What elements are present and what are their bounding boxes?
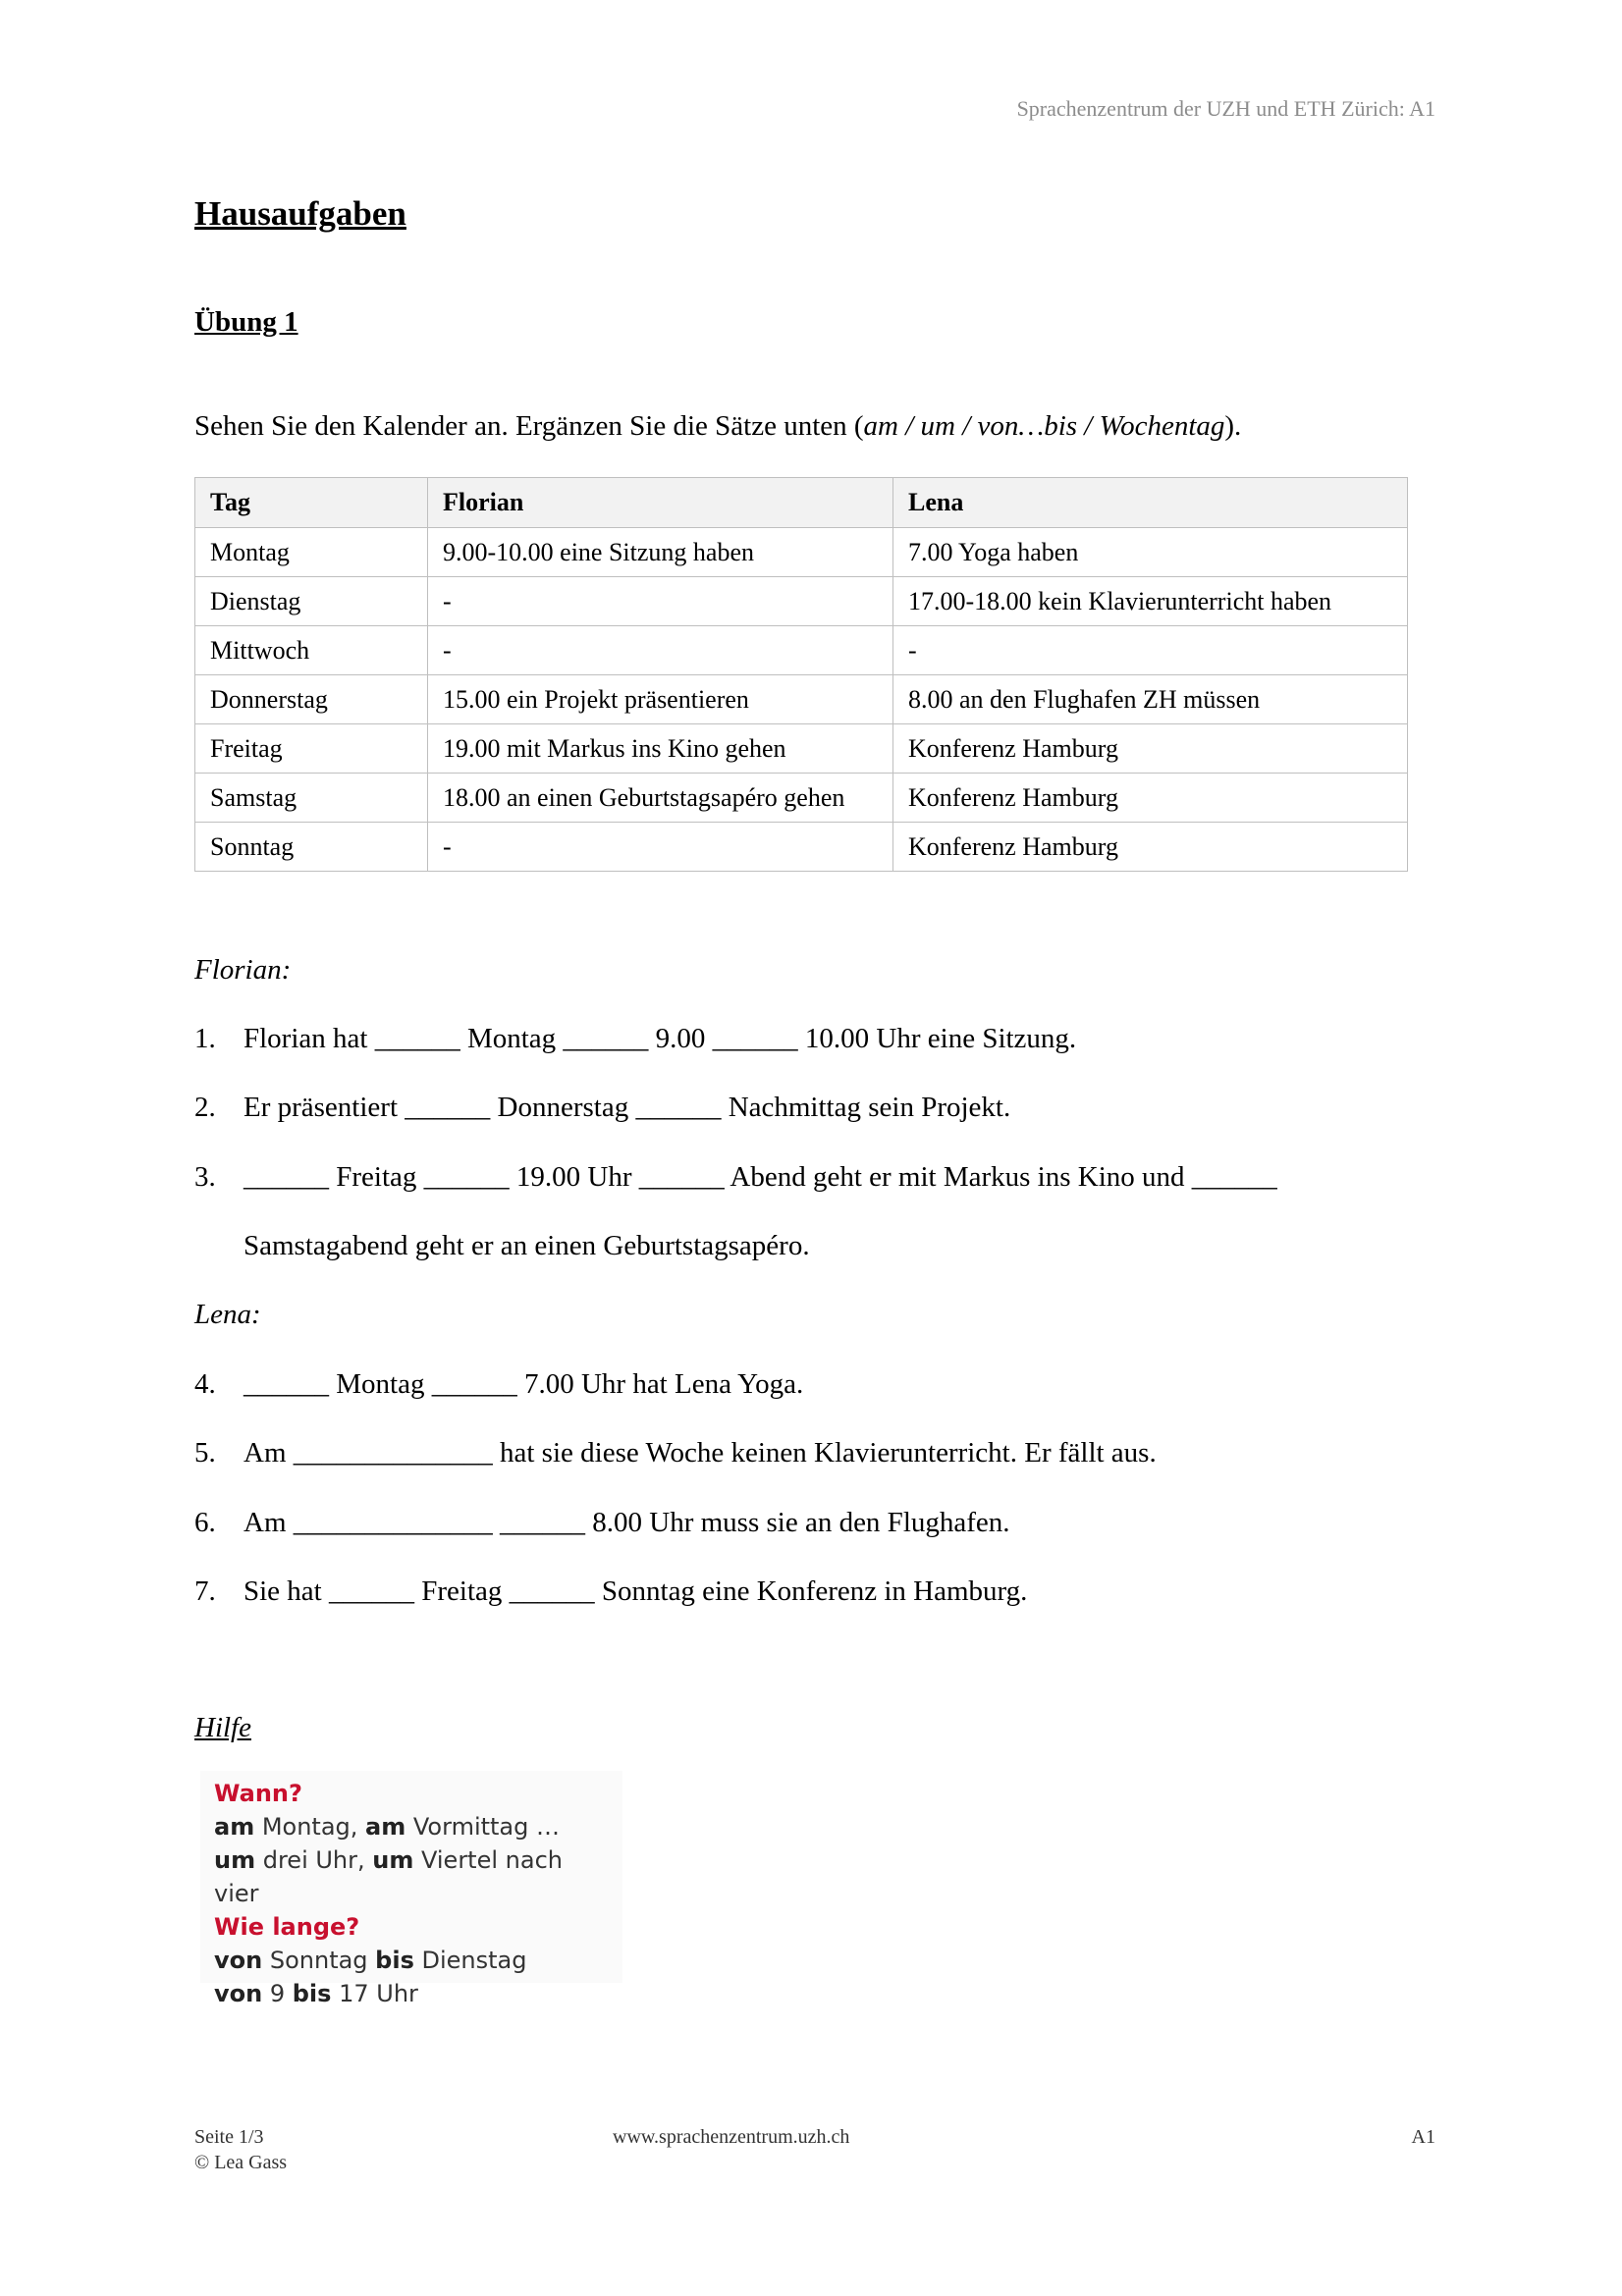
help-keyword: am: [214, 1813, 255, 1841]
help-text: Vormittag …: [406, 1813, 560, 1841]
page-title: Hausaufgaben: [194, 194, 406, 233]
help-question-how-long: Wie lange?: [214, 1913, 360, 1941]
help-keyword: um: [214, 1846, 256, 1874]
exercise-title: Übung 1: [194, 306, 298, 338]
exercise-text: Samstagabend geht er an einen Geburtstagsapéro.: [243, 1230, 810, 1261]
help-label: Hilfe: [194, 1712, 251, 1743]
exercise-text: Florian hat ______ Montag ______ 9.00 ______ 10.00 Uhr eine Sitzung.: [243, 1023, 1077, 1054]
table-cell: -: [428, 577, 893, 626]
help-text: Dienstag: [413, 1947, 527, 1974]
exercise-text: Sie hat ______ Freitag ______ Sonntag eine Konferenz in Hamburg.: [243, 1575, 1028, 1607]
page-header: Sprachenzentrum der UZH und ETH Zürich: A1: [1016, 96, 1435, 121]
footer-copyright: © Lea Gass: [194, 2152, 288, 2173]
help-keyword: am: [365, 1813, 406, 1841]
table-cell: Donnerstag: [195, 675, 428, 724]
table-cell: 18.00 an einen Geburtstagsapéro gehen: [428, 774, 893, 823]
help-keyword: um: [372, 1846, 414, 1874]
instruction-prefix: Sehen Sie den Kalender an. Ergänzen Sie die Sätze unten (: [194, 410, 864, 442]
footer-level: A1: [1411, 2126, 1435, 2148]
table-cell: 8.00 an den Flughafen ZH müssen: [893, 675, 1408, 724]
table-cell: 7.00 Yoga haben: [893, 528, 1408, 577]
exercise-text: Er präsentiert ______ Donnerstag ______ Nachmittag sein Projekt.: [243, 1092, 1011, 1123]
table-row: [195, 823, 1408, 872]
exercise-item: [194, 1023, 1076, 1055]
footer-url[interactable]: www.sprachenzentrum.uzh.ch: [613, 2126, 850, 2148]
instruction-italic: am / um / von…bis / Wochentag: [863, 410, 1225, 442]
exercise-number: 7.: [194, 1575, 216, 1607]
table-row: [195, 724, 1408, 774]
help-text: Viertel nach vier: [214, 1846, 563, 1907]
help-line: [214, 1944, 609, 1977]
help-line: [214, 1977, 609, 2010]
table-row: [195, 774, 1408, 823]
exercise-number: 3.: [194, 1161, 216, 1193]
exercise-item: [194, 1161, 1277, 1194]
exercise-text: Am ______________ hat sie diese Woche keinen Klavierunterricht. Er fällt aus.: [243, 1437, 1157, 1468]
table-cell: 17.00-18.00 kein Klavierunterricht haben: [893, 577, 1408, 626]
instruction-suffix: ).: [1224, 410, 1242, 442]
table-cell: Konferenz Hamburg: [893, 774, 1408, 823]
table-cell: Sonntag: [195, 823, 428, 872]
table-cell: Mittwoch: [195, 626, 428, 675]
help-text: Sonntag: [262, 1947, 376, 1974]
table-row: [195, 528, 1408, 577]
help-line: [214, 1810, 609, 1843]
exercise-item: [194, 1092, 1010, 1124]
exercise-item: [194, 1575, 1027, 1608]
help-keyword: von: [214, 1980, 263, 2007]
header-cell: Florian: [428, 478, 893, 528]
table-row: [195, 675, 1408, 724]
exercise-number: 6.: [194, 1507, 216, 1538]
table-cell: Samstag: [195, 774, 428, 823]
exercise-item-continuation: [194, 1230, 810, 1262]
table-cell: 9.00-10.00 eine Sitzung haben: [428, 528, 893, 577]
exercise-number: 5.: [194, 1437, 216, 1468]
table-cell: Dienstag: [195, 577, 428, 626]
help-keyword: von: [214, 1947, 263, 1974]
table-cell: -: [428, 626, 893, 675]
help-box: [200, 1771, 622, 2007]
help-text: Montag,: [254, 1813, 366, 1841]
table-row: [195, 577, 1408, 626]
table-cell: Konferenz Hamburg: [893, 823, 1408, 872]
calendar-table: [194, 477, 1408, 872]
exercise-text: Am ______________ ______ 8.00 Uhr muss sie an den Flughafen.: [243, 1507, 1010, 1538]
help-text: drei Uhr,: [255, 1846, 373, 1874]
table-cell: -: [428, 823, 893, 872]
help-keyword: bis: [292, 1980, 332, 2007]
exercise-item: [194, 1368, 803, 1401]
help-text: 17 Uhr: [331, 1980, 418, 2007]
table-row: [195, 626, 1408, 675]
exercise-item: [194, 1507, 1010, 1539]
footer-page-number: Seite 1/3: [194, 2126, 264, 2148]
table-cell: Montag: [195, 528, 428, 577]
header-cell: Tag: [195, 478, 428, 528]
exercise-number: 1.: [194, 1023, 216, 1054]
header-cell: Lena: [893, 478, 1408, 528]
exercise-number: 4.: [194, 1368, 216, 1400]
florian-label: Florian:: [194, 954, 292, 986]
help-keyword: bis: [375, 1947, 414, 1974]
table-cell: 15.00 ein Projekt präsentieren: [428, 675, 893, 724]
exercise-text: ______ Montag ______ 7.00 Uhr hat Lena Yoga.: [243, 1368, 804, 1400]
table-cell: Freitag: [195, 724, 428, 774]
lena-label: Lena:: [194, 1299, 261, 1330]
help-text: 9: [262, 1980, 293, 2007]
exercise-item: [194, 1437, 1157, 1469]
instruction-text: [194, 410, 1241, 443]
help-question-when: Wann?: [214, 1780, 302, 1807]
table-cell: -: [893, 626, 1408, 675]
table-header-row: [195, 478, 1408, 528]
exercise-text: ______ Freitag ______ 19.00 Uhr ______ Abend geht er mit Markus ins Kino und ______: [243, 1161, 1277, 1193]
table-cell: 19.00 mit Markus ins Kino gehen: [428, 724, 893, 774]
exercise-number: 2.: [194, 1092, 216, 1123]
table-cell: Konferenz Hamburg: [893, 724, 1408, 774]
help-line: [214, 1843, 609, 1910]
